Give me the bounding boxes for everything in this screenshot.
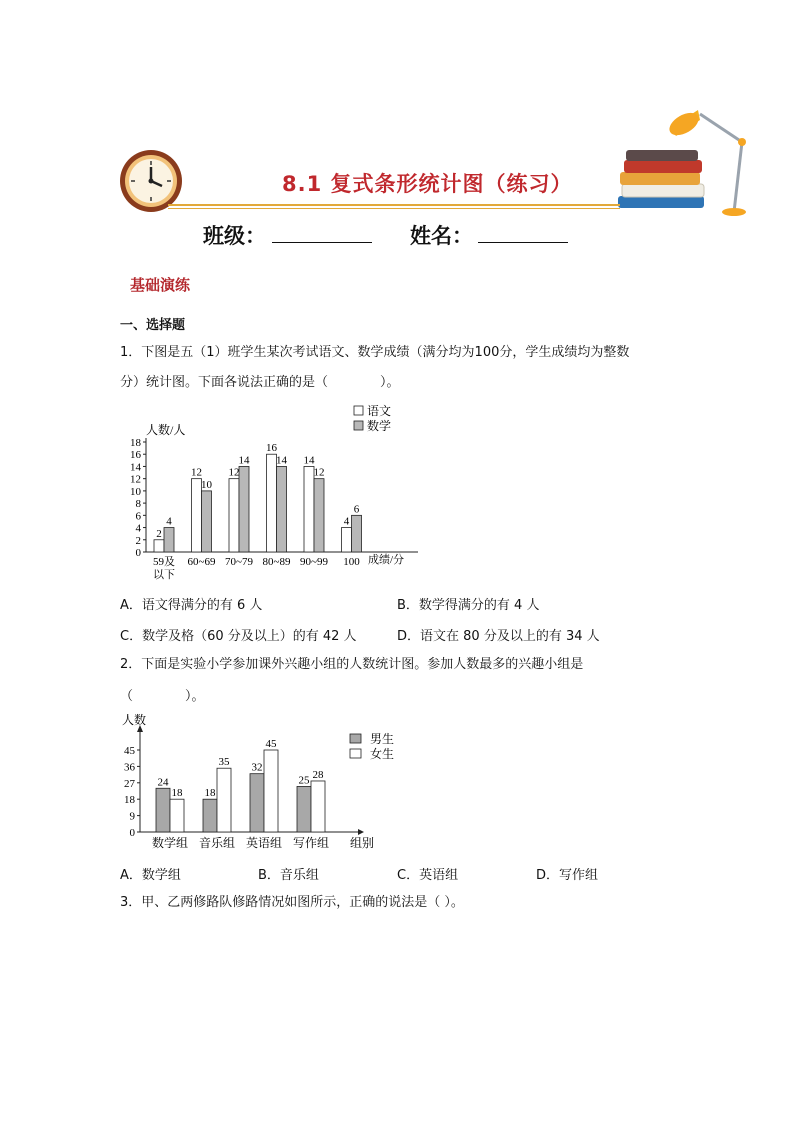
data-label: 4 bbox=[343, 515, 350, 528]
bar-数学 bbox=[314, 479, 324, 552]
data-label: 45 bbox=[265, 738, 277, 750]
x-tick-label: 60~69 bbox=[187, 556, 216, 568]
data-label: 18 bbox=[171, 787, 183, 800]
x-tick-label: 70~79 bbox=[225, 556, 253, 568]
data-label: 14 bbox=[276, 454, 287, 467]
y-tick-label: 12 bbox=[130, 473, 141, 486]
legend-label: 数学 bbox=[367, 419, 392, 433]
y-tick-label: 36 bbox=[124, 761, 135, 774]
x-tick-label: 以下 bbox=[153, 569, 175, 581]
y-tick-label: 9 bbox=[129, 810, 135, 823]
q2-option-a[interactable]: A．数学组 bbox=[120, 868, 181, 883]
bar-数学 bbox=[352, 515, 362, 552]
bar-男生 bbox=[156, 788, 170, 832]
y-axis-label: 人数 bbox=[122, 713, 147, 727]
q2-option-c[interactable]: C．英语组 bbox=[397, 868, 459, 883]
data-label: 12 bbox=[228, 466, 240, 479]
y-tick-label: 18 bbox=[130, 437, 141, 449]
data-label: 16 bbox=[266, 442, 277, 455]
class-label: 班级： bbox=[203, 224, 266, 248]
q1-option-a[interactable]: A．语文得满分的有 6 人 bbox=[120, 598, 263, 613]
x-tick-label: 英语组 bbox=[245, 836, 283, 850]
legend-label: 语文 bbox=[367, 404, 392, 418]
bar-语文 bbox=[342, 528, 352, 552]
data-label: 24 bbox=[157, 776, 169, 789]
question-3: 3．甲、乙两修路队修路情况如图所示，正确的说法是（ ）。 bbox=[120, 895, 464, 910]
x-axis-label: 组别 bbox=[350, 836, 375, 850]
data-label: 28 bbox=[312, 768, 324, 781]
bar-女生 bbox=[217, 768, 231, 832]
q1-option-b[interactable]: B．数学得满分的有 4 人 bbox=[397, 598, 540, 613]
page-title: 8.1 复式条形统计图（练习） bbox=[282, 172, 573, 196]
y-tick-label: 45 bbox=[124, 745, 135, 757]
y-tick-label: 2 bbox=[135, 534, 141, 547]
x-axis-arrow bbox=[358, 829, 364, 835]
data-label: 10 bbox=[201, 478, 212, 491]
y-tick-label: 16 bbox=[130, 449, 141, 462]
data-label: 12 bbox=[191, 466, 202, 479]
bar-女生 bbox=[170, 799, 184, 832]
bar-男生 bbox=[297, 786, 311, 832]
title-underline-thin bbox=[168, 208, 620, 209]
bar-数学 bbox=[202, 491, 212, 552]
x-tick-label: 写作组 bbox=[292, 836, 330, 850]
x-axis-label: 成绩/分 bbox=[368, 554, 405, 566]
name-label: 姓名： bbox=[410, 224, 473, 248]
legend-swatch bbox=[354, 421, 363, 430]
q1-option-d[interactable]: D．语文在 80 分及以上的有 34 人 bbox=[397, 629, 600, 644]
data-label: 14 bbox=[238, 454, 250, 467]
legend-label: 女生 bbox=[370, 747, 395, 761]
bar-数学 bbox=[277, 466, 287, 552]
data-label: 2 bbox=[156, 527, 162, 540]
section-title: 基础演练 bbox=[130, 276, 191, 294]
data-label: 14 bbox=[303, 454, 315, 467]
y-tick-label: 4 bbox=[135, 522, 141, 535]
books-and-lamp-icon bbox=[612, 96, 762, 220]
y-tick-label: 18 bbox=[124, 794, 135, 807]
q1-option-c[interactable]: C．数学及格（60 分及以上）的有 42 人 bbox=[120, 629, 357, 644]
name-field[interactable] bbox=[478, 242, 568, 243]
y-tick-label: 0 bbox=[129, 827, 135, 839]
legend-swatch bbox=[354, 406, 363, 415]
chart-scores bbox=[118, 400, 438, 585]
y-tick-label: 14 bbox=[130, 461, 141, 474]
x-tick-label: 90~99 bbox=[300, 556, 328, 568]
y-tick-label: 0 bbox=[135, 547, 141, 559]
bar-语文 bbox=[192, 479, 202, 552]
y-tick-label: 6 bbox=[135, 510, 141, 523]
question-2-line-2: （ ）。 bbox=[120, 689, 205, 704]
data-label: 18 bbox=[204, 787, 216, 800]
question-2-line-1: 2．下面是实验小学参加课外兴趣小组的人数统计图。参加人数最多的兴趣小组是 bbox=[120, 657, 584, 672]
data-label: 4 bbox=[166, 515, 172, 528]
chart-groups bbox=[118, 708, 418, 858]
question-1-line-1: 1．下图是五（1）班学生某次考试语文、数学成绩（满分均为100分，学生成绩均为整数 bbox=[120, 345, 630, 360]
y-tick-label: 27 bbox=[124, 777, 135, 790]
bar-语文 bbox=[154, 540, 164, 552]
data-label: 25 bbox=[298, 774, 310, 787]
x-tick-label: 80~89 bbox=[262, 556, 291, 568]
bar-男生 bbox=[203, 799, 217, 832]
data-label: 32 bbox=[251, 761, 263, 774]
bar-数学 bbox=[239, 466, 249, 552]
bar-数学 bbox=[164, 528, 174, 552]
y-axis-label: 人数/人 bbox=[146, 423, 186, 437]
q2-option-d[interactable]: D．写作组 bbox=[536, 868, 599, 883]
class-field[interactable] bbox=[272, 242, 372, 243]
legend-label: 男生 bbox=[370, 732, 395, 746]
bar-语文 bbox=[267, 454, 277, 552]
x-tick-label: 59及 bbox=[153, 556, 175, 568]
data-label: 12 bbox=[313, 466, 325, 479]
part-heading: 一、选择题 bbox=[120, 318, 186, 333]
data-label: 6 bbox=[353, 503, 360, 516]
title-underline bbox=[168, 204, 620, 206]
y-tick-label: 10 bbox=[130, 485, 141, 498]
x-tick-label: 数学组 bbox=[151, 836, 189, 850]
x-tick-label: 100 bbox=[343, 556, 360, 568]
bar-女生 bbox=[264, 750, 278, 832]
x-tick-label: 音乐组 bbox=[198, 836, 236, 850]
bar-语文 bbox=[229, 479, 239, 552]
y-tick-label: 8 bbox=[135, 498, 141, 511]
bar-语文 bbox=[304, 466, 314, 552]
data-label: 35 bbox=[218, 756, 230, 769]
legend-swatch bbox=[350, 734, 361, 743]
question-1-line-2: 分）统计图。下面各说法正确的是（ ）。 bbox=[120, 375, 400, 390]
bar-女生 bbox=[311, 781, 325, 832]
q2-option-b[interactable]: B．音乐组 bbox=[258, 868, 319, 883]
bar-男生 bbox=[250, 774, 264, 832]
legend-swatch bbox=[350, 749, 361, 758]
